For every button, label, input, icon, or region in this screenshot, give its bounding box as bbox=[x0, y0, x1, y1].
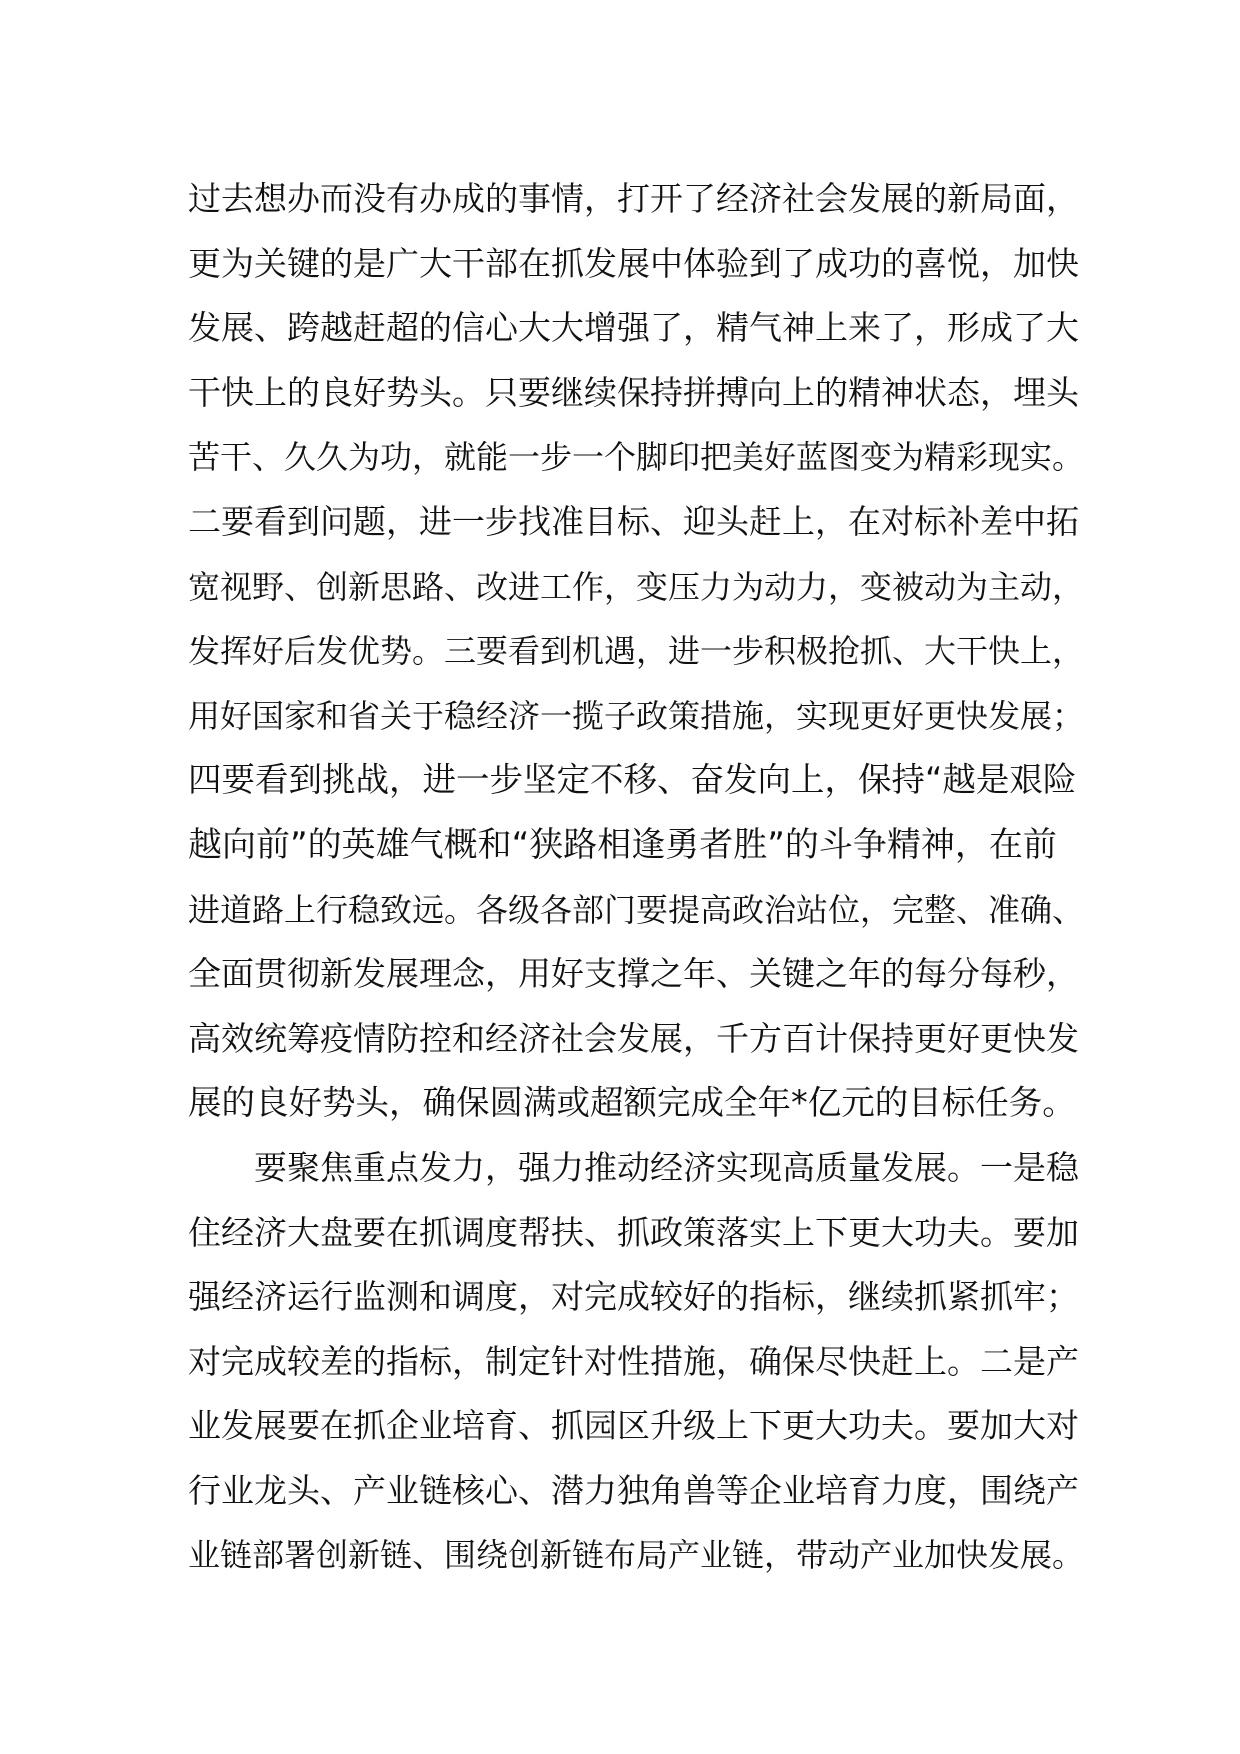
text-line: 二要看到问题，进一步找准目标、迎头赶上，在对标补差中拓 bbox=[188, 501, 1079, 541]
text-line: 苦干、久久为功，就能一步一个脚印把美好蓝图变为精彩现实。 bbox=[188, 438, 1085, 477]
text-line: 强经济运行监测和调度，对完成较好的指标，继续抓紧抓牢； bbox=[188, 1277, 1079, 1317]
text-line: 干快上的良好势头。只要继续保持拼搏向上的精神状态，埋头 bbox=[188, 372, 1079, 412]
text-line: 行业龙头、产业链核心、潜力独角兽等企业培育力度，围绕产 bbox=[188, 1470, 1079, 1510]
text-line: 全面贯彻新发展理念，用好支撑之年、关键之年的每分每秒， bbox=[188, 954, 1079, 994]
text-line: 对完成较差的指标，制定针对性措施，确保尽快赶上。二是产 bbox=[188, 1341, 1079, 1381]
text-line: 业链部署创新链、围绕创新链布局产业链，带动产业加快发展。 bbox=[188, 1536, 1085, 1575]
text-line: 过去想办而没有办成的事情，打开了经济社会发展的新局面， bbox=[188, 179, 1079, 218]
body-text bbox=[188, 167, 1088, 1588]
text-line: 用好国家和省关于稳经济一揽子政策措施，实现更好更快发展； bbox=[188, 696, 1085, 735]
text-line: 业发展要在抓企业培育、抓园区升级上下更大功夫。要加大对 bbox=[188, 1406, 1079, 1446]
text-line: 展的良好势头，确保圆满或超额完成全年*亿元的目标任务。 bbox=[188, 1083, 1076, 1123]
text-line: 发展、跨越赶超的信心大大增强了，精气神上来了，形成了大 bbox=[188, 308, 1079, 348]
text-line: 宽视野、创新思路、改进工作，变压力为动力，变被动为主动， bbox=[188, 567, 1085, 606]
text-line: 发挥好后发优势。三要看到机遇，进一步积极抢抓、大干快上， bbox=[188, 632, 1085, 671]
text-line: 更为关键的是广大干部在抓发展中体验到了成功的喜悦，加快 bbox=[188, 243, 1079, 283]
text-line: 高效统筹疫情防控和经济社会发展，千方百计保持更好更快发 bbox=[188, 1018, 1079, 1058]
text-line: 住经济大盘要在抓调度帮扶、抓政策落实上下更大功夫。要加 bbox=[188, 1212, 1079, 1252]
text-line: 四要看到挑战，进一步坚定不移、奋发向上，保持“越是艰险 bbox=[188, 760, 1077, 800]
paragraph-start-line: 要聚焦重点发力，强力推动经济实现高质量发展。一是稳 bbox=[188, 1147, 1079, 1187]
text-line: 越向前”的英雄气概和“狭路相逢勇者胜”的斗争精神，在前 bbox=[188, 824, 1057, 865]
text-line: 进道路上行稳致远。各级各部门要提高政治站位，完整、准确、 bbox=[188, 890, 1085, 929]
